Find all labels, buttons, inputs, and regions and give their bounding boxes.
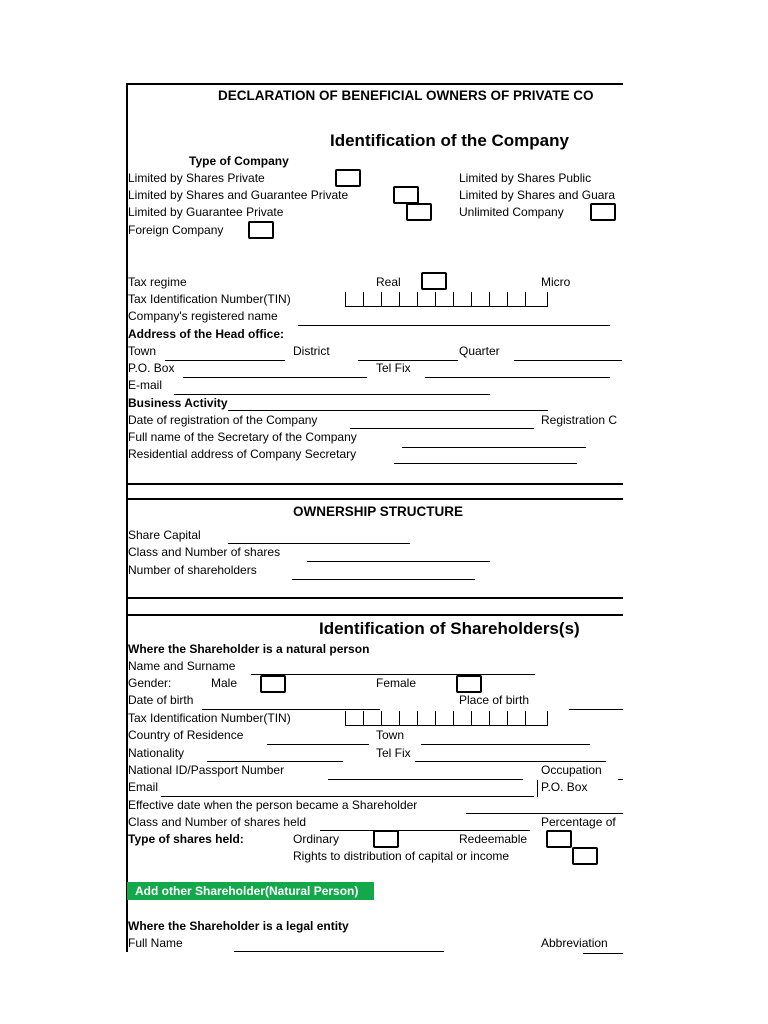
checkbox-ltd-shares-guarantee-private[interactable]	[393, 186, 419, 204]
form-title: DECLARATION OF BENEFICIAL OWNERS OF PRIVATE CO	[218, 88, 594, 103]
class-number-held-input[interactable]	[320, 830, 530, 831]
ownership-heading: OWNERSHIP STRUCTURE	[293, 504, 464, 519]
secretary-address-label: Residential address of Company Secretary	[128, 447, 357, 461]
shareholder-town-input[interactable]	[421, 744, 590, 745]
name-surname-label: Name and Surname	[128, 659, 236, 673]
checkbox-ltd-guarantee-private[interactable]	[406, 203, 432, 221]
country-residence-input[interactable]	[267, 744, 369, 745]
shareholder-email-input[interactable]	[161, 796, 534, 797]
po-box-input[interactable]	[183, 377, 367, 378]
checkbox-tax-regime-real[interactable]	[421, 272, 447, 290]
dob-label: Date of birth	[128, 693, 194, 707]
tax-regime-real-label: Real	[376, 275, 401, 289]
class-number-shares-label: Class and Number of shares	[128, 545, 281, 559]
tax-regime-label: Tax regime	[128, 275, 187, 289]
class-number-held-label: Class and Number of shares held	[128, 815, 307, 829]
type-ltd-guarantee-private: Limited by Guarantee Private	[128, 205, 284, 219]
full-name-label: Full Name	[128, 936, 183, 950]
date-registration-label: Date of registration of the Company	[128, 413, 318, 427]
company-heading: Identification of the Company	[330, 131, 569, 150]
registered-name-input[interactable]	[298, 325, 610, 326]
nationality-label: Nationality	[128, 746, 185, 760]
num-shareholders-input[interactable]	[292, 579, 475, 580]
business-activity-label: Business Activity	[128, 396, 228, 410]
national-id-input[interactable]	[328, 779, 523, 780]
add-shareholder-button[interactable]: Add other Shareholder(Natural Person)	[127, 882, 374, 900]
gender-label: Gender:	[128, 676, 172, 690]
abbreviation-input[interactable]	[583, 953, 623, 954]
redeemable-label: Redeemable	[459, 832, 528, 846]
type-ltd-shares-guarantee-private: Limited by Shares and Guarantee Private	[128, 188, 349, 202]
town-input[interactable]	[165, 360, 285, 361]
checkbox-redeemable[interactable]	[546, 830, 572, 848]
town-label: Town	[128, 344, 157, 358]
place-of-birth-label: Place of birth	[459, 693, 530, 707]
country-residence-label: Country of Residence	[128, 728, 244, 742]
registration-c-label: Registration C	[541, 413, 618, 427]
share-capital-label: Share Capital	[128, 528, 201, 542]
quarter-label: Quarter	[459, 344, 500, 358]
checkbox-male[interactable]	[260, 675, 286, 693]
ordinary-label: Ordinary	[293, 832, 340, 846]
quarter-input[interactable]	[514, 360, 622, 361]
secretary-name-label: Full name of the Secretary of the Company	[128, 430, 357, 444]
checkbox-ordinary[interactable]	[373, 830, 399, 848]
num-shareholders-label: Number of shareholders	[128, 563, 257, 577]
name-surname-input[interactable]	[251, 674, 535, 675]
dob-input[interactable]	[202, 709, 380, 710]
ownership-top-rule	[126, 483, 623, 485]
tel-fix-label: Tel Fix	[376, 361, 411, 375]
po-box-label: P.O. Box	[128, 361, 175, 375]
checkbox-ltd-shares-private[interactable]	[335, 169, 361, 187]
natural-person-heading: Where the Shareholder is a natural person	[128, 642, 370, 656]
shareholder-tel-fix-label: Tel Fix	[376, 746, 411, 760]
shareholder-po-box-label: P.O. Box	[541, 780, 588, 794]
shareholder-email-label: Email	[128, 780, 159, 794]
abbreviation-label: Abbreviation	[541, 936, 608, 950]
effective-date-label: Effective date when the person became a Shareholder	[128, 798, 418, 812]
email-input[interactable]	[174, 394, 490, 395]
checkbox-unlimited-company[interactable]	[590, 203, 616, 221]
legal-entity-heading: Where the Shareholder is a legal entity	[128, 919, 349, 933]
effective-date-input[interactable]	[466, 813, 623, 814]
checkbox-rights-distribution[interactable]	[572, 847, 598, 865]
male-label: Male	[211, 676, 238, 690]
secretary-name-input[interactable]	[402, 447, 586, 448]
checkbox-female[interactable]	[456, 675, 482, 693]
top-rule	[126, 83, 623, 85]
shareholders-heading: Identification of Shareholders(s)	[319, 619, 580, 638]
shareholder-tel-fix-input[interactable]	[415, 761, 606, 762]
share-capital-input[interactable]	[228, 543, 410, 544]
full-name-input[interactable]	[234, 951, 444, 952]
female-label: Female	[376, 676, 417, 690]
percentage-label: Percentage of	[541, 815, 616, 829]
shareholder-tin-label: Tax Identification Number(TIN)	[128, 711, 291, 725]
occupation-input[interactable]	[618, 779, 623, 780]
head-office-label: Address of the Head office:	[128, 327, 285, 341]
company-tin-label: Tax Identification Number(TIN)	[128, 292, 291, 306]
type-unlimited-company: Unlimited Company	[459, 205, 564, 219]
type-ltd-shares-private: Limited by Shares Private	[128, 171, 265, 185]
ownership-top-rule-2	[126, 498, 623, 500]
checkbox-foreign-company[interactable]	[248, 221, 274, 239]
company-tin-field[interactable]	[345, 292, 548, 308]
business-activity-input[interactable]	[228, 410, 548, 411]
occupation-label: Occupation	[541, 763, 602, 777]
date-registration-input[interactable]	[350, 428, 534, 429]
national-id-label: National ID/Passport Number	[128, 763, 285, 777]
registered-name-label: Company's registered name	[128, 309, 278, 323]
type-ltd-shares-public: Limited by Shares Public	[459, 171, 592, 185]
po-box-divider	[537, 780, 538, 797]
place-of-birth-input[interactable]	[569, 709, 623, 710]
email-label: E-mail	[128, 378, 163, 392]
tel-fix-input[interactable]	[425, 377, 610, 378]
tax-regime-micro-label: Micro	[541, 275, 571, 289]
type-foreign-company: Foreign Company	[128, 223, 224, 237]
secretary-address-input[interactable]	[394, 463, 577, 464]
district-label: District	[293, 344, 330, 358]
shareholder-town-label: Town	[376, 728, 405, 742]
type-shares-label: Type of shares held:	[128, 832, 244, 846]
nationality-input[interactable]	[207, 761, 343, 762]
type-ltd-shares-guarantee-public: Limited by Shares and Guara	[459, 188, 616, 202]
class-number-shares-input[interactable]	[307, 561, 490, 562]
shareholder-tin-field[interactable]	[345, 711, 548, 727]
rights-distribution-label: Rights to distribution of capital or income	[293, 849, 510, 863]
type-of-company-label: Type of Company	[189, 154, 289, 168]
shareholders-top-rule-2	[126, 614, 623, 616]
shareholders-top-rule	[126, 597, 623, 599]
